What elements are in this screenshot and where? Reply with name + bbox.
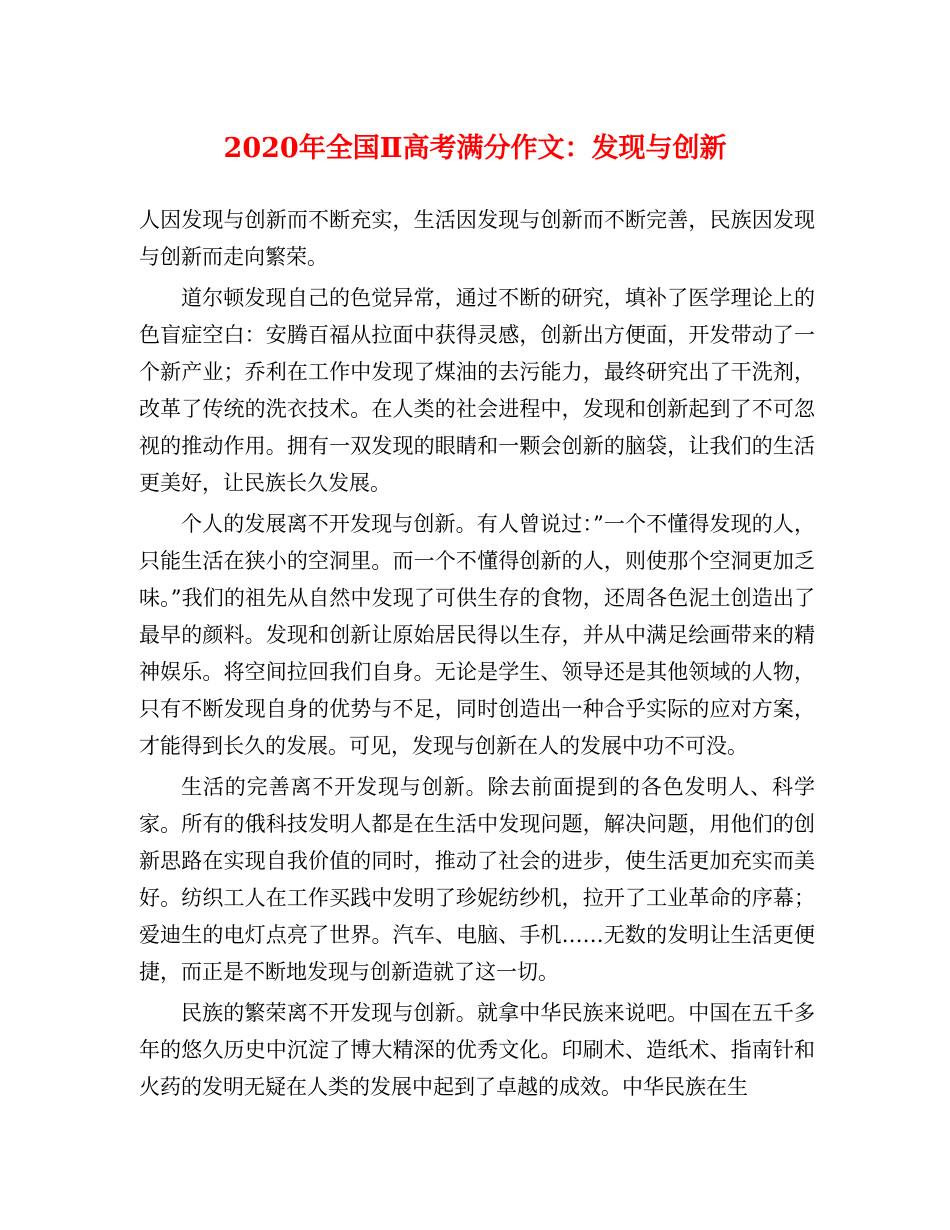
paragraph-life-improvement: 生活的完善离不开发现与创新。除去前面提到的各色发明人、科学家。所有的俄科技发明人都是在生活中发现问题，解决问题，用他们的创新思路在实现自我价值的同时，推动了社会的进步，使生活更加充实而美好。纺织工人在工作买践中发明了珍妮纺纱机，拉开了工业革命的序幕；爱迪生的电灯点亮了世界。汽车、电脑、手机……无数的发明让生活更便捷，而正是不断地发现与创新造就了这一切。 — [139, 775, 815, 984]
paragraph-personal-development: 个人的发展离不开发现与创新。有人曾说过：”一个不懂得发现的人，只能生活在狭小的空洞里。而一个不懂得创新的人，则使那个空洞更加乏味。”我们的祖先从自然中发现了可供生存的食物，还周各色泥土创造出了最早的颜料。发现和创新让原始居民得以生存，并从中满足绘画带来的精神娱乐。将空间拉回我们自身。无论是学生、领导还是其他领域的人物，只有不断发现自身的优势与不足，同时创造出一种合乎实际的应对方案，才能得到长久的发展。可见，发现与创新在人的发展中功不可没。 — [139, 512, 815, 758]
paragraph-examples: 道尔顿发现自己的色觉异常，通过不断的研究，填补了医学理论上的色盲症空白：安腾百福从拉面中获得灵感，创新出方便面，开发带动了一个新产业；乔利在工作中发现了煤油的去污能力，最终研究出了干洗剂，改革了传统的洗衣技术。在人类的社会进程中，发现和创新起到了不可忽视的推动作用。拥有一双发现的眼睛和一颗会创新的脑袋，让我们的生活更美好，让民族长久发展。 — [139, 286, 815, 495]
document-title: 2020年全国Ⅱ高考满分作文：发现与创新 — [223, 133, 727, 164]
document-body — [139, 202, 815, 1110]
paragraph-national-prosperity: 民族的繁荣离不开发现与创新。就拿中华民族来说吧。中国在五千多年的悠久历史中沉淀了博大精深的优秀文化。印刷术、造纸术、指南针和火药的发明无疑在人类的发展中起到了卓越的成效。中华民族在生 — [139, 1001, 815, 1099]
paragraph-intro: 人因发现与创新而不断充实，生活因发现与创新而不断完善，民族因发现与创新而走向繁荣。 — [139, 208, 815, 269]
